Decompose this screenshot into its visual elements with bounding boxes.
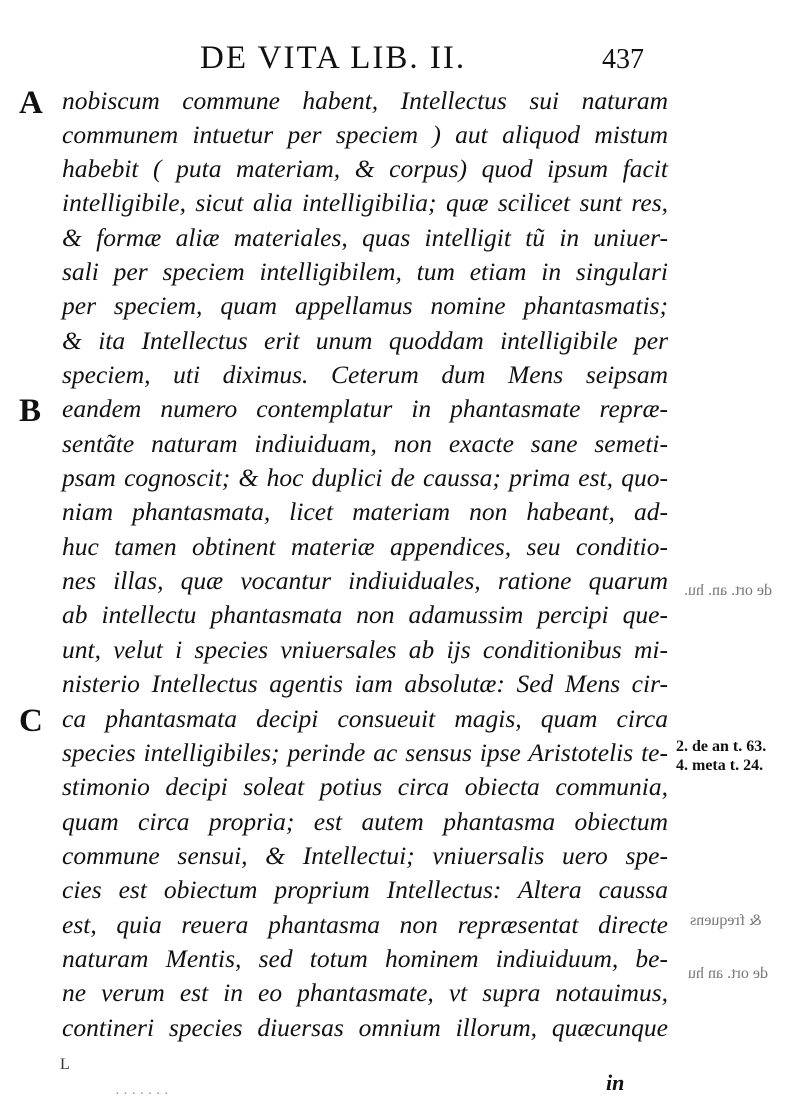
text-line: habebit ( puta materiam, & corpus) quod ipsum facit — [62, 154, 668, 183]
text-line: niam phantasmata, licet materiam non habeant, ad- — [62, 497, 668, 526]
text-line: intelligibile, sicut alia intelligibilia; quæ scilicet sunt res, — [62, 188, 668, 217]
bleed-through-text: & frequens — [690, 912, 762, 929]
text-line: ca phantasmata decipi consueuit magis, quam circa — [62, 704, 668, 733]
text-line: species intelligibiles; perinde ac sensus ipse Aristotelis te- — [62, 738, 668, 767]
footer-mark: L — [60, 1056, 70, 1073]
footer-smudge: · · · · · · · — [115, 1087, 169, 1102]
text-line: eandem numero contemplatur in phantasmate repræ- — [62, 394, 668, 423]
text-line: sentãte naturam indiuiduam, non exacte sane semeti- — [62, 429, 668, 458]
text-line: commune sensui, & Intellectui; vniuersalis uero spe- — [62, 841, 668, 870]
text-line: contineri species diuersas omnium illorum, quæcunque — [62, 1013, 668, 1042]
marginal-note: 4. meta t. 24. — [676, 757, 764, 774]
text-line: nisterio Intellectus agentis iam absolutæ: Sed Mens cir- — [62, 669, 668, 698]
running-title: DE VITA LIB. II. — [200, 40, 467, 76]
page-number: 437 — [602, 44, 644, 75]
text-line: & ita Intellectus erit unum quoddam intelligibile per — [62, 326, 668, 355]
text-line: ab intellectu phantasmata non adamussim percipi que- — [62, 600, 668, 629]
text-line: nobiscum commune habent, Intellectus sui naturam — [62, 86, 668, 115]
text-line: ne verum est in eo phantasmate, vt supra notauimus, — [62, 978, 668, 1007]
text-line: communem intuetur per speciem ) aut aliquod mistum — [62, 120, 668, 149]
text-line: & formæ aliæ materiales, quas intelligit tũ in uniuer- — [62, 223, 668, 252]
text-line: naturam Mentis, sed totum hominem indiuiduum, be- — [62, 944, 668, 973]
running-head — [0, 40, 800, 80]
text-line: unt, velut i species vniuersales ab ijs conditionibus mi- — [62, 635, 668, 664]
bleed-through-text: de ort. an. hu. — [684, 582, 772, 599]
text-line: huc tamen obtinent materiæ appendices, seu conditio- — [62, 532, 668, 561]
catchword: in — [606, 1070, 625, 1095]
text-line: speciem, uti diximus. Ceterum dum Mens seipsam — [62, 360, 668, 389]
text-line: per speciem, quam appellamus nomine phantasmatis; — [62, 291, 668, 320]
section-letter-c: C — [19, 703, 43, 739]
text-line: stimonio decipi soleat potius circa obiecta communia, — [62, 772, 668, 801]
text-line: cies est obiectum proprium Intellectus: Altera caussa — [62, 875, 668, 904]
section-letter-b: B — [19, 393, 42, 429]
bleed-through-text: de ort. an hu — [688, 965, 768, 982]
text-line: est, quia reuera phantasma non repræsentat directe — [62, 910, 668, 939]
text-line: quam circa propria; est autem phantasma obiectum — [62, 807, 668, 836]
text-line: sali per speciem intelligibilem, tum etiam in singulari — [62, 257, 668, 286]
section-letter-a: A — [19, 85, 43, 121]
text-line: psam cognoscit; & hoc duplici de caussa; prima est, quo- — [62, 463, 668, 492]
marginal-note: 2. de an t. 63. — [676, 738, 767, 755]
text-line: nes illas, quæ vocantur indiuiduales, ratione quarum — [62, 566, 668, 595]
